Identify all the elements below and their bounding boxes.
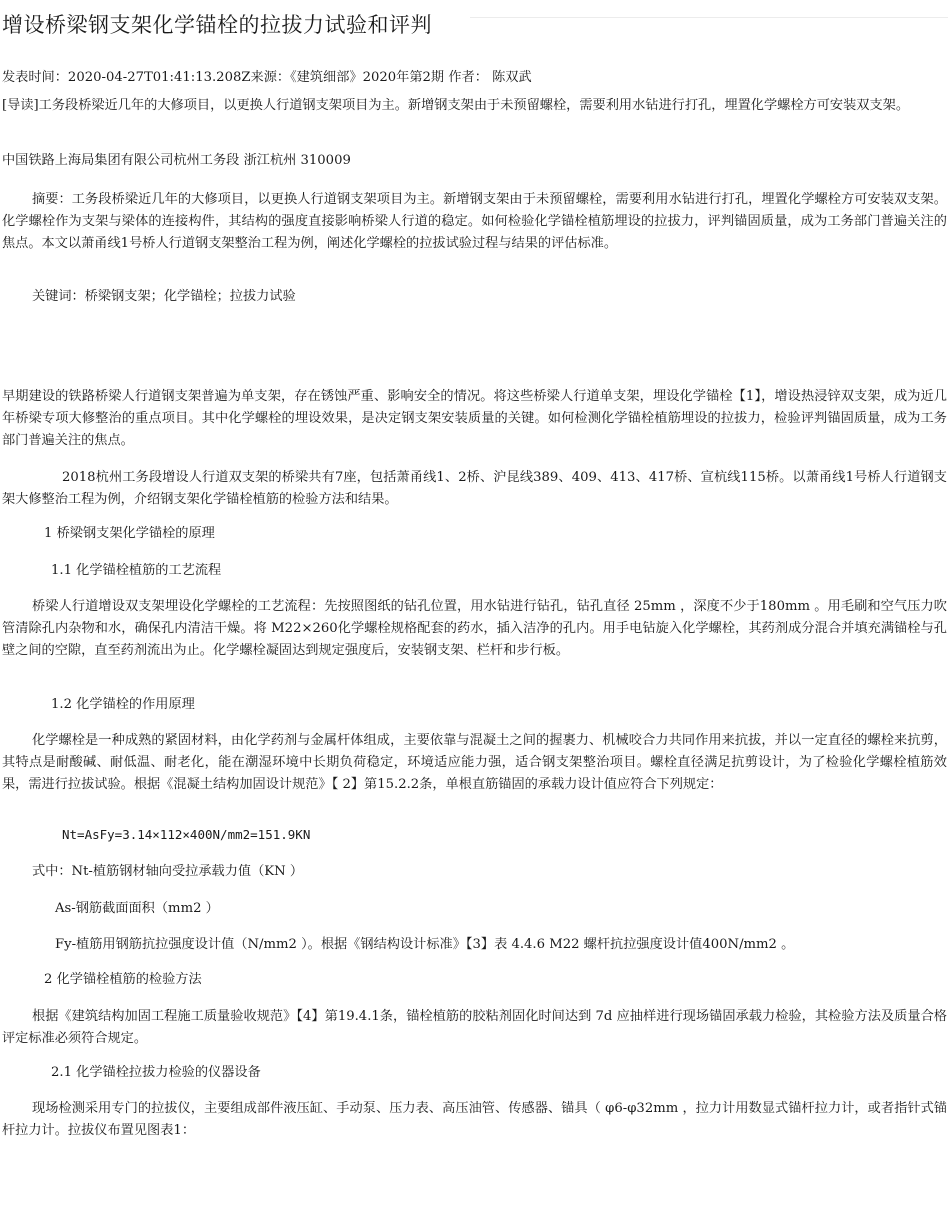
paragraph-equipment: 现场检测采用专门的拉拔仪，主要组成部件液压缸、手动泵、压力表、高压油管、传感器、锚具（ φ6-φ32mm ，拉力计用数显式锚杆拉力计，或者指针式锚杆拉力计。拉拔仪布置见图表1： (2, 1101, 947, 1138)
author-affiliation: 中国铁路上海局集团有限公司杭州工务段 浙江杭州 310009 (2, 153, 351, 168)
subsection-heading-1-1: 1.1 化学锚栓植筋的工艺流程 (51, 563, 222, 578)
subsection-heading-1-2: 1.2 化学锚栓的作用原理 (51, 697, 195, 712)
keywords: 关键词：桥梁钢支架；化学锚栓；拉拔力试验 (32, 289, 296, 304)
formula-note-as: As-钢筋截面面积（mm2 ） (55, 901, 219, 916)
section-heading-1: 1 桥梁钢支架化学锚栓的原理 (44, 526, 215, 541)
paragraph-bridges: 2018杭州工务段增设人行道双支架的桥梁共有7座，包括萧甬线1、2桥、沪昆线389、409、413、417桥、宣杭线115桥。以萧甬线1号桥人行道钢支架大修整治工程为例，介绍钢支架化学锚栓植筋的检验方法和结果。 (2, 470, 947, 507)
formula-note-fy: Fy-植筋用钢筋抗拉强度设计值（N/mm2 ）。根据《钢结构设计标准》【3】表 4.4.6 M22 螺杆抗拉强度设计值400N/mm2 。 (55, 937, 795, 952)
paragraph-principle: 化学螺栓是一种成熟的紧固材料，由化学药剂与金属杆体组成，主要依靠与混凝土之间的握裹力、机械咬合力共同作用来抗拔，并以一定直径的螺栓来抗剪，其特点是耐酸碱、耐低温、耐老化，能在潮湿环境中长期负荷稳定，环境适应能力强，适合钢支架整治项目。螺栓直径满足抗剪设计，为了检验化学螺栓植筋效果，需进行拉拔试验。根据《混凝土结构加固设计规范》【 2】第15.2.2条，单根直筋锚固的承载力设计值应符合下列规定： (2, 733, 947, 792)
subsection-heading-2-1: 2.1 化学锚栓拉拔力检验的仪器设备 (51, 1065, 261, 1080)
abstract: 摘要：工务段桥梁近几年的大修项目，以更换人行道钢支架项目为主。新增钢支架由于未预留螺栓，需要利用水钻进行打孔，埋置化学螺栓方可安装双支架。化学螺栓作为支架与梁体的连接构件，其结构的强度直接影响桥梁人行道的稳定。如何检验化学锚栓植筋埋设的拉拔力，评判锚固质量，成为工务部门普遍关注的焦点。本文以萧甬线1号桥人行道钢支架整治工程为例，阐述化学螺栓的拉拔试验过程与结果的评估标准。 (2, 192, 947, 251)
article-meta: 发表时间：2020-04-27T01:41:13.208Z来源：《建筑细部》2020年第2期 作者： 陈双武 (2, 70, 532, 85)
paragraph-inspection: 根据《建筑结构加固工程施工质量验收规范》【4】第19.4.1条，锚栓植筋的胶粘剂固化时间达到 7d 应抽样进行现场锚固承载力检验，其检验方法及质量合格评定标准必须符合规定。 (2, 1009, 947, 1046)
paragraph-process: 桥梁人行道增设双支架埋设化学螺栓的工艺流程：先按照图纸的钻孔位置，用水钻进行钻孔，钻孔直径 25mm ，深度不少于180mm 。用毛刷和空气压力吹管清除孔内杂物和水，确保孔内清洁干燥。将 M22×260化学螺栓规格配套的药水，插入洁净的孔内。用手电钻旋入化学螺栓，其药剂成分混合并填充满锚栓与孔壁之间的空隙，直至药剂流出为止。化学螺栓凝固达到规定强度后，安装钢支架、栏杆和步行板。 (2, 599, 947, 658)
title-divider (470, 17, 948, 18)
paragraph-intro: 早期建设的铁路桥梁人行道钢支架普遍为单支架，存在锈蚀严重、影响安全的情况。将这些桥梁人行道单支架，埋设化学锚栓【1】，增设热浸锌双支架，成为近几年桥梁专项大修整治的重点项目。其中化学螺栓的埋设效果，是决定钢支架安装质量的关键。如何检测化学锚栓植筋埋设的拉拔力，检验评判锚固质量，成为工务部门普遍关注的焦点。 (2, 389, 947, 448)
article-title: 增设桥梁钢支架化学锚栓的拉拔力试验和评判 (2, 13, 432, 37)
formula-note-nt: 式中：Nt-植筋钢材轴向受拉承载力值（KN ） (32, 864, 304, 879)
formula: Nt=AsFy=3.14×112×400N/mm2=151.9KN (62, 827, 311, 842)
article-lead: [导读]工务段桥梁近几年的大修项目，以更换人行道钢支架项目为主。新增钢支架由于未预留螺栓，需要利用水钻进行打孔，埋置化学螺栓方可安装双支架。 (2, 98, 910, 113)
section-heading-2: 2 化学锚栓植筋的检验方法 (44, 972, 202, 987)
